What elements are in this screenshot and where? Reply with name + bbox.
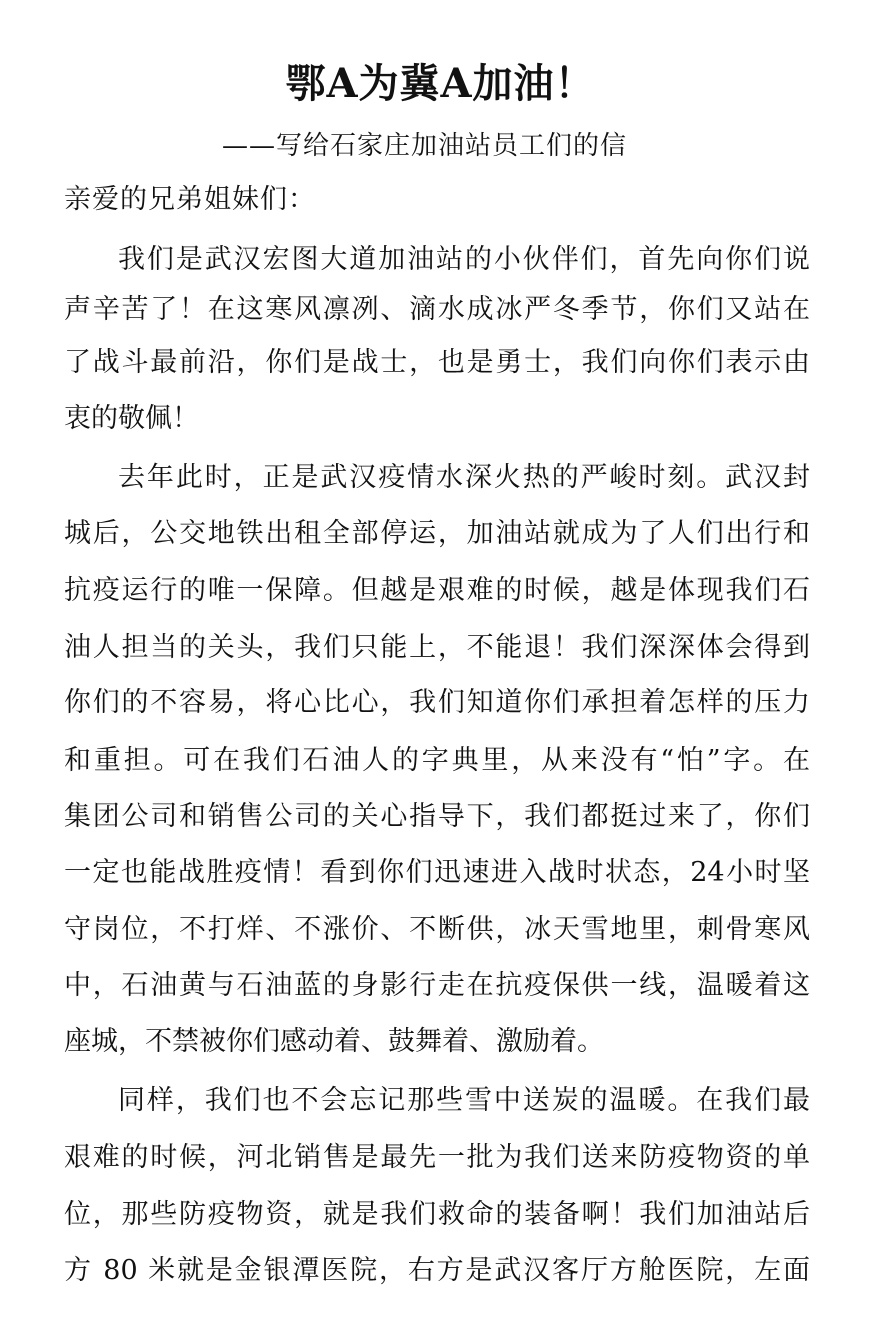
text-line: 城后，公交地铁出租全部停运，加油站就成为了人们出行和 (64, 518, 810, 549)
salutation: 亲爱的兄弟姐妹们： (64, 184, 316, 215)
letter-subtitle: ——写给石家庄加油站员工们的信 (222, 131, 628, 161)
text-line: 油人担当的关头，我们只能上，不能退！我们深深体会得到 (64, 632, 810, 663)
text-line: 方 80 米就是金银潭医院，右方是武汉客厅方舱医院，左面 (64, 1255, 810, 1286)
text-line: 一定也能战胜疫情！看到你们迅速进入战时状态，24小时坚 (64, 857, 810, 888)
text-line: 你们的不容易，将心比心，我们知道你们承担着怎样的压力 (64, 687, 810, 718)
letter-title: 鄂A为冀A加油！ (285, 60, 596, 107)
text-line: 了战斗最前沿，你们是战士，也是勇士，我们向你们表示由 (64, 347, 810, 378)
text-line: 艰难的时候，河北销售是最先一批为我们送来防疫物资的单 (64, 1142, 810, 1173)
text-line: 位，那些防疫物资，就是我们救命的装备啊！我们加油站后 (64, 1199, 810, 1230)
text-line: 衷的敬佩！ (64, 403, 199, 434)
text-line: 同样，我们也不会忘记那些雪中送炭的温暖。在我们最 (118, 1085, 810, 1116)
text-line: 抗疫运行的唯一保障。但越是艰难的时候，越是体现我们石 (64, 575, 810, 606)
text-line: 去年此时，正是武汉疫情水深火热的严峻时刻。武汉封 (118, 462, 810, 493)
text-line: 声辛苦了！在这寒风凛冽、滴水成冰严冬季节，你们又站在 (64, 294, 810, 325)
text-line: 中，石油黄与石油蓝的身影行走在抗疫保供一线，温暖着这 (64, 970, 810, 1001)
text-line: 守岗位，不打烊、不涨价、不断供，冰天雪地里，刺骨寒风 (64, 914, 810, 945)
text-line: 我们是武汉宏图大道加油站的小伙伴们，首先向你们说 (118, 244, 810, 275)
text-line: 和重担。可在我们石油人的字典里，从来没有“怕”字。在 (64, 745, 810, 776)
text-line: 集团公司和销售公司的关心指导下，我们都挺过来了，你们 (64, 801, 810, 832)
text-line: 座城，不禁被你们感动着、鼓舞着、激励着。 (64, 1026, 604, 1057)
